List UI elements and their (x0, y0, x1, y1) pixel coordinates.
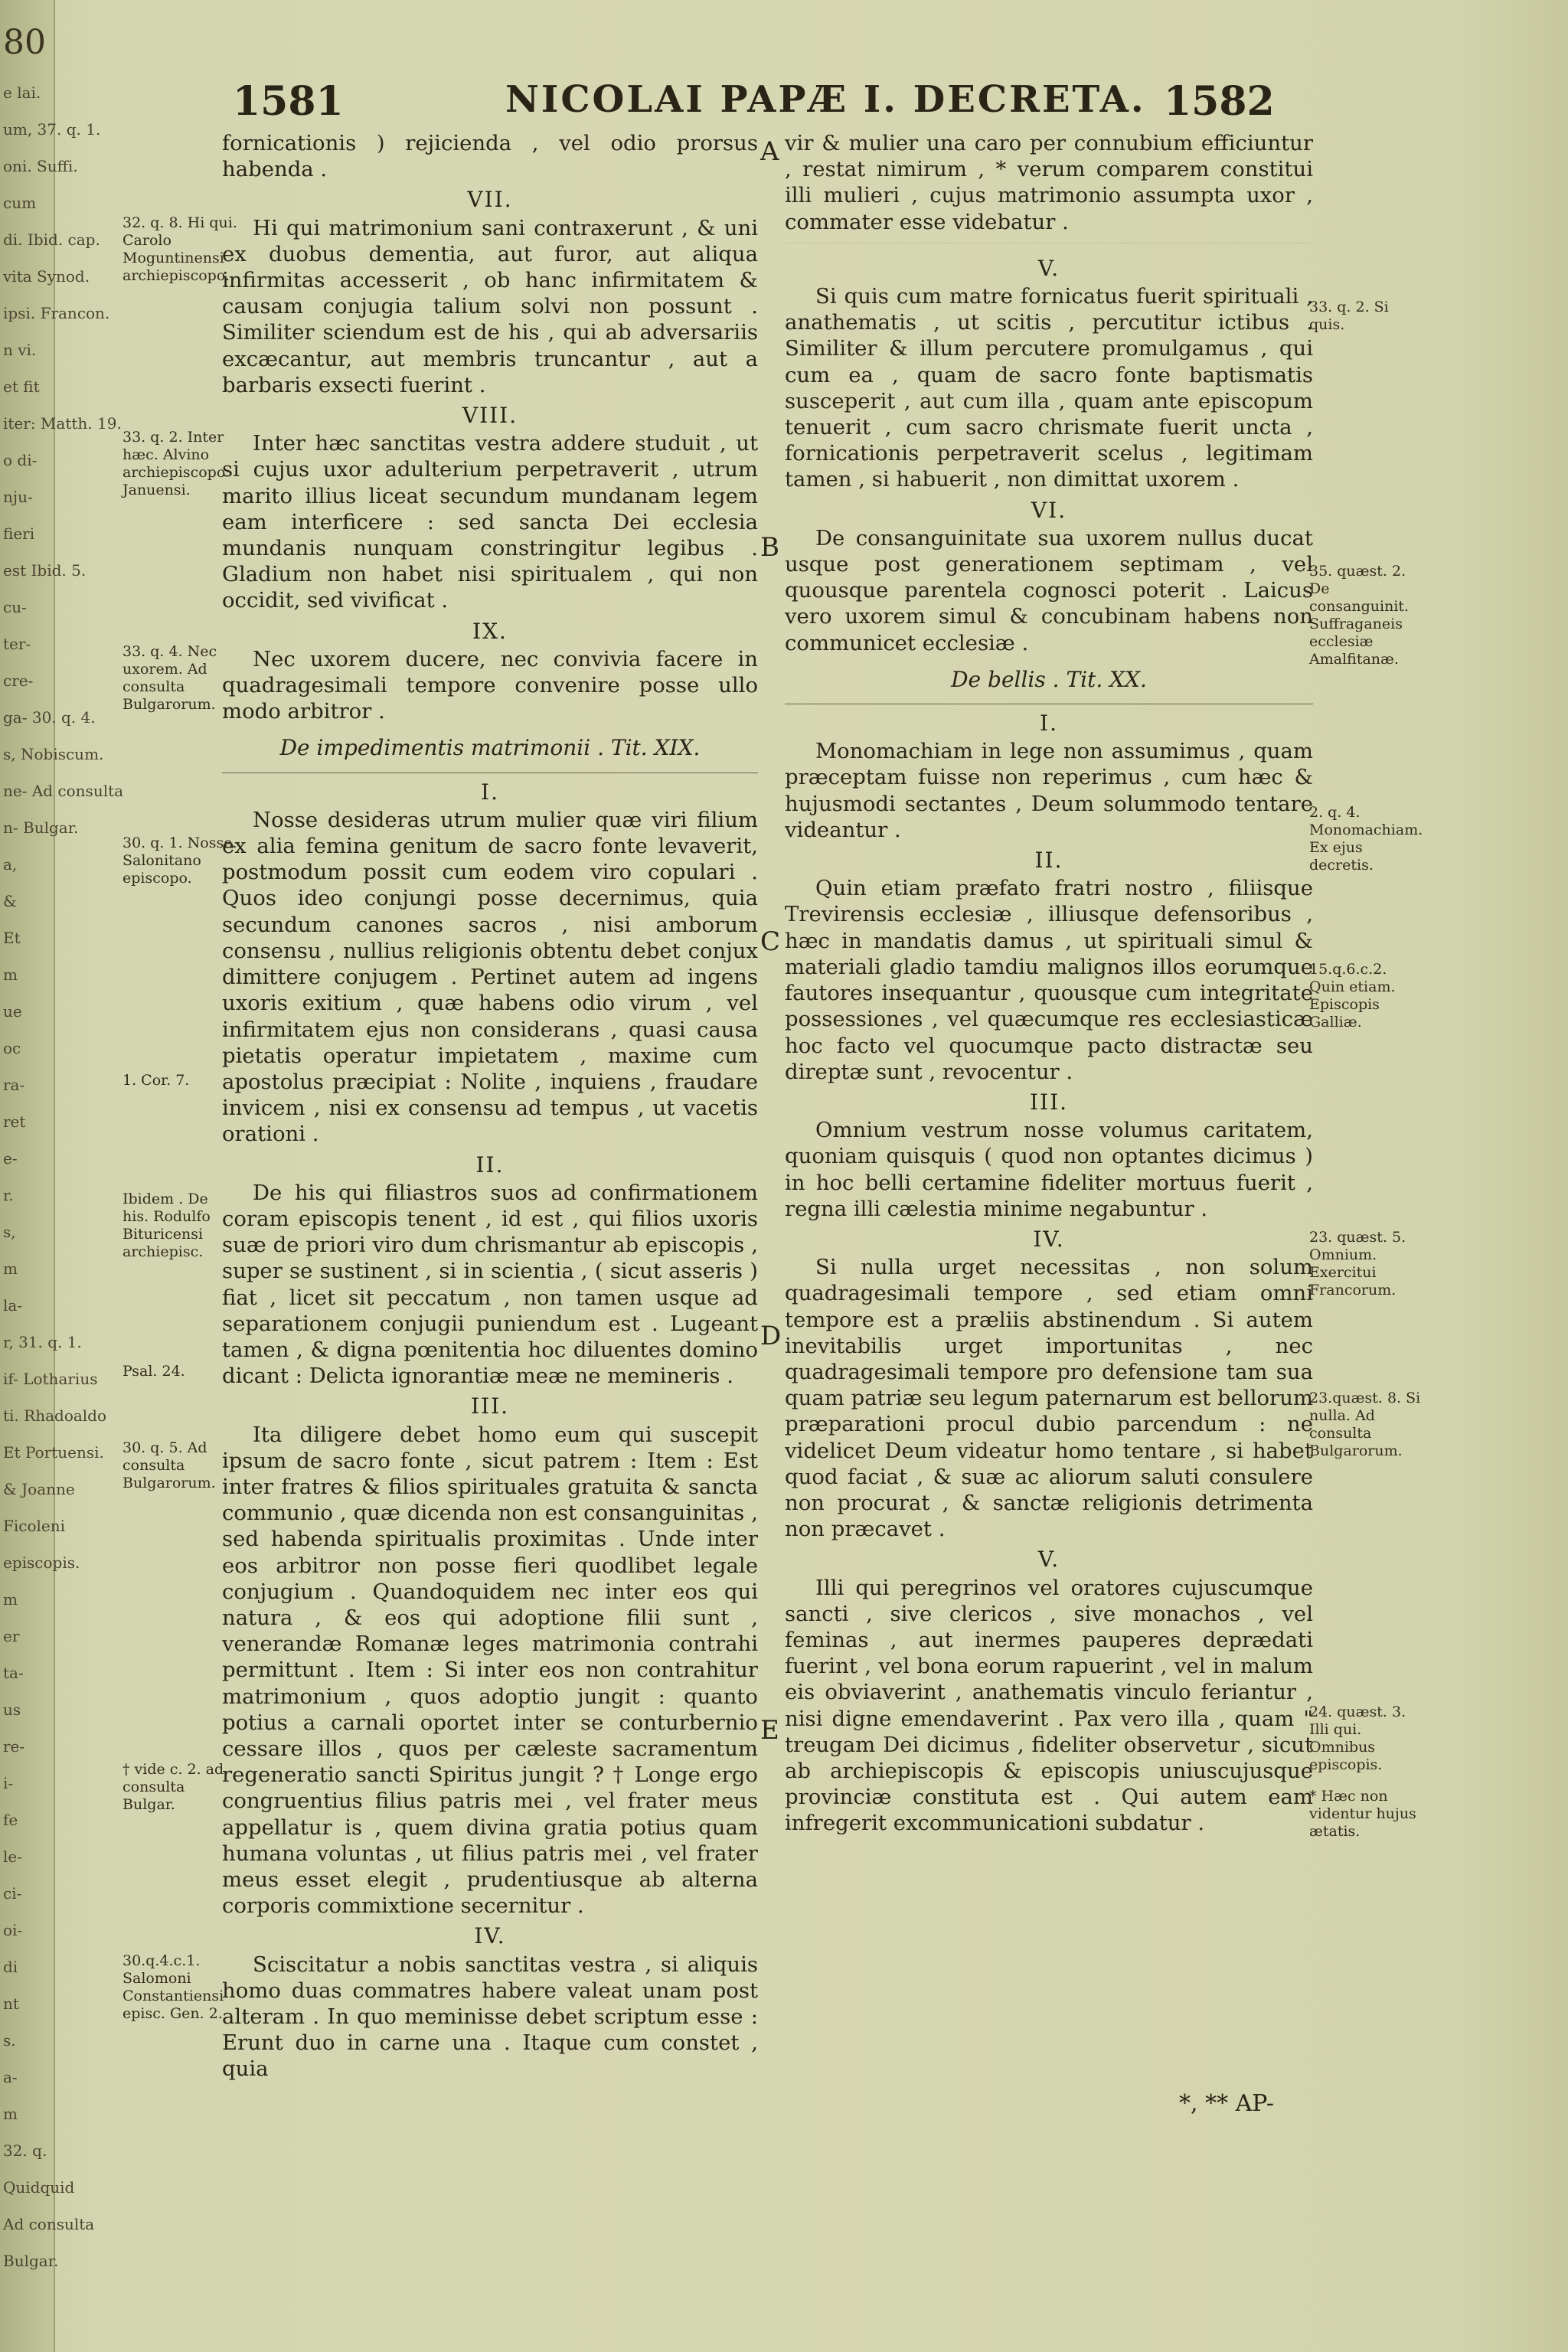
chapter-number: IV. (474, 1923, 506, 1949)
marginal-note: 30. q. 1. Nosse. Salonitano episcopo. (122, 835, 237, 887)
gutter-fragment: fe (3, 1811, 18, 1829)
paragraph: Ita diligere debet homo eum qui suscepit ipsum de sacro fonte , sicut patrem : Item : Est inter fratres & filios spirituales gratuita & sancta communio , quæ dicenda non est consanguinitas , sed habenda spiritualis proximitas . Unde inter eos arbitror non posse fieri quodlibet legale conjugium . Quandoquidem nec inter eos qui natura , & eos qui adoptione filii sunt , venerandæ Romanæ leges matrimonia contrahi permittunt . Item : Si inter eos non contrahitur matrimonium , quos adoptio jungit : quanto potius a carnali oportet inter se conturbernio cessare illos , quos per cæleste sacramentum regeneratio sancti Spiritus jungit ? † Longe ergo congruentius filius patris mei , vel frater meus appellatur is , quem divina gratia potius quam humana voluntas , ut filius patris mei , vel frater meus esset elegit , prudentiusque ab alterna corporis commixtione secernitur . (222, 1422, 758, 1919)
chapter-number: IX. (472, 618, 508, 644)
previous-page-edge (0, 0, 124, 2352)
gutter-fragment: episcopis. (3, 1553, 80, 1572)
marginal-note: 32. q. 8. Hi qui. Carolo Moguntinensi archiepiscopo. (122, 214, 237, 284)
previous-page-number: 80 (3, 23, 46, 62)
gutter-fragment: le- (3, 1847, 22, 1866)
left-column (222, 130, 758, 2087)
gutter-fragment: ret (3, 1112, 26, 1131)
paragraph: Illi qui peregrinos vel oratores cujuscumque sancti , sive clericos , sive monachos , vel feminas , aut inermes pauperes deprædati fuerint , vel bona eorum rapuerint , vel in malum eis obviaverint , anathematis vinculo feriantur , nisi digne emendaverint . Pax vero illa , quam " treugam Dei dicimus , fideliter observetur , sicut ab archiepiscopis & episcopis uniuscujusque provinciæ constituta est . Qui autem eam infregerit excommunicationi subdatur . (785, 1575, 1313, 1836)
gutter-fragment: la- (3, 1296, 23, 1315)
chapter-number: VII. (467, 187, 513, 213)
marginal-note: 33. q. 2. Si quis. (1309, 299, 1389, 333)
divider (785, 243, 1313, 254)
right-column (785, 130, 1313, 1841)
marginal-note: 2. q. 4. Monomachiam. Ex ejus decretis. (1309, 804, 1423, 874)
gutter-fragment: nju- (3, 488, 33, 506)
gutter-fragment: a- (3, 2068, 18, 2086)
gutter-fragment: Quidquid (3, 2178, 75, 2197)
gutter-fragment: vita Synod. (3, 267, 90, 286)
marginal-note: 1. Cor. 7. (122, 1072, 190, 1089)
gutter-fragment: oni. Suffi. (3, 157, 78, 175)
gutter-fragment: er (3, 1627, 20, 1645)
running-title: NICOLAI PAPÆ I. DECRETA. (505, 78, 1146, 121)
marginal-note: 35. quæst. 2. De consanguinit. Suffraganeis ecclesiæ Amalfitanæ. (1309, 563, 1410, 668)
margin-letter: E (760, 1715, 779, 1746)
gutter-fragment: i- (3, 1774, 14, 1792)
gutter-fragment: m (3, 965, 18, 984)
margin-letter: C (760, 926, 781, 957)
gutter-fragment: fieri (3, 524, 35, 543)
gutter-fragment: re- (3, 1737, 25, 1756)
marginal-note: 24. quæst. 3. Illi qui. Omnibus episcopis. (1309, 1704, 1406, 1773)
marginal-note: Ibidem . De his. Rodulfo Bituricensi archiepisc. (122, 1191, 211, 1260)
chapter-number: III. (470, 1393, 510, 1419)
paragraph: Si nulla urget necessitas , non solum quadragesimali tempore , sed etiam omni tempore est a præliis abstinendum . Si autem inevitabilis urget importunitas , nec quadragesimali tempore pro defensione tam sua quam patriæ seu legum paternarum est bellorum præparationi procul dubio parcendum : ne videlicet Deum videatur homo tentare , si habet quod faciat , & suæ ac aliorum saluti consulere non procurat , & sanctæ religionis detrimenta non præcavet . (785, 1255, 1313, 1542)
gutter-fragment: e- (3, 1149, 18, 1168)
paragraph: Sciscitatur a nobis sanctitas vestra , si aliquis homo duas commatres habere valeat unam post alteram . In quo meminisse debet scriptum esse : Erunt duo in carne una . Itaque cum constet , quia (222, 1952, 758, 2082)
paragraph: Quin etiam præfato fratri nostro , filiisque Trevirensis ecclesiæ , illiusque defensoribus , hæc in mandatis damus , ut spirituali simul & materiali gladio tamdiu malignos illos eorumque fautores insequantur , quousque cum integritate possessiones , vel quæcumque res ecclesiasticæ hoc facto vel quocumque pacto distractæ seu direptæ sunt , revocentur . (785, 876, 1313, 1084)
gutter-fragment: s. (3, 2031, 16, 2050)
chapter-number: III. (1029, 1089, 1069, 1115)
chapter-number: I. (481, 779, 499, 805)
gutter-fragment: cre- (3, 671, 34, 690)
gutter-fragment: ter- (3, 635, 31, 653)
gutter-fragment: s, (3, 1223, 16, 1241)
gutter-fragment: Et (3, 929, 21, 947)
gutter-fragment: ga- 30. q. 4. (3, 708, 96, 727)
paragraph: Si quis cum matre fornicatus fuerit spirituali , anathematis , ut scitis , percutitur ictibus . Similiter & illum percutere promulgamus , qui cum ea , quam de sacro fonte baptismatis susceperit , aut cum illa , quam ante episcopum tenuerit , cum sacro chrismate fuerit uncta , fornicationis perpetraverit scelus , legitimam tamen , si habuerit , non dimittat uxorem . (785, 284, 1313, 492)
gutter-fragment: s, Nobiscum. (3, 745, 104, 763)
chapter-number: VIII. (462, 403, 518, 429)
gutter-fragment: m (3, 1259, 18, 1278)
marginal-note: 33. q. 4. Nec uxorem. Ad consulta Bulgarorum. (122, 643, 217, 713)
gutter-fragment: o di- (3, 451, 38, 469)
chapter-number: V. (1037, 255, 1060, 281)
catchword: *, ** AP- (1179, 2090, 1274, 2117)
gutter-fragment: oc (3, 1039, 21, 1057)
paragraph: Monomachiam in lege non assumimus , quam præceptam fuisse non reperimus , cum hæc & hujusmodi sectantes , Deum solummodo tentare videantur . (785, 739, 1313, 842)
gutter-fragment: m (3, 2105, 18, 2123)
gutter-fragment: iter: Matth. 19. (3, 414, 122, 433)
gutter-fragment: um, 37. q. 1. (3, 120, 101, 139)
gutter-fragment: di (3, 1958, 18, 1976)
gutter-fragment: Ficoleni (3, 1517, 66, 1535)
gutter-fragment: if- Lotharius (3, 1370, 98, 1388)
paragraph: Nec uxorem ducere, nec convivia facere in quadragesimali tempore convenire posse ullo modo arbitror . (222, 646, 758, 724)
gutter-fragment: et fit (3, 377, 40, 396)
gutter-fragment: r, 31. q. 1. (3, 1333, 82, 1351)
gutter-fragment: nt (3, 1994, 19, 2013)
marginal-note: 23. quæst. 5. Omnium. Exercitui Francorum. (1309, 1229, 1406, 1298)
margin-letter: A (760, 136, 779, 167)
marginal-note: Psal. 24. (122, 1363, 185, 1380)
marginal-note: 33. q. 2. Inter hæc. Alvino archiepiscopo Januensi. (122, 429, 226, 498)
paragraph: De consanguinitate sua uxorem nullus ducat usque post generationem septimam , vel quousque parentela cognosci poterit . Laicus vero uxorem simul & concubinam habens non communicet ecclesiæ . (785, 525, 1313, 655)
marginal-note: 15.q.6.c.2. Quin etiam. Episcopis Galliæ. (1309, 961, 1396, 1031)
page-header (230, 74, 1275, 127)
gutter-fragment: cum (3, 194, 37, 212)
marginal-note: † vide c. 2. ad consulta Bulgar. (122, 1761, 224, 1813)
gutter-fragment: Et Portuensi. (3, 1443, 104, 1462)
gutter-fragment: & (3, 892, 17, 910)
gutter-fragment: ti. Rhadoaldo (3, 1406, 107, 1425)
gutter-fragment: Bulgar. (3, 2252, 59, 2270)
margin-letter: B (760, 532, 779, 563)
chapter-number: V. (1037, 1547, 1060, 1573)
gutter-fragment: n vi. (3, 341, 37, 359)
paragraph: Omnium vestrum nosse volumus caritatem, quoniam quisquis ( quod non optantes dicimus ) in hoc belli certamine fideliter mortuus fuerit , regna illi cælestia minime negabuntur . (785, 1118, 1313, 1221)
gutter-fragment: n- Bulgar. (3, 818, 79, 837)
gutter-fragment: m (3, 1590, 18, 1609)
gutter-fragment: ci- (3, 1884, 22, 1903)
gutter-fragment: cu- (3, 598, 27, 616)
paragraph: Inter hæc sanctitas vestra addere studuit , ut si cujus uxor adulterium perpetraverit , utrum marito illius liceat secundum mundanam legem eam interficere : sed sancta Dei ecclesia mundanis nunquam constringitur legibus . Gladium non habet nisi spiritualem , qui non occidit, sed vivificat . (222, 431, 758, 613)
gutter-fragment: ne- Ad consulta (3, 782, 124, 800)
page-number-left: 1581 (233, 78, 344, 125)
gutter-fragment: 32. q. (3, 2141, 47, 2160)
section-title: De impedimentis matrimonii . Tit. XIX. (222, 735, 758, 773)
gutter-fragment: Ad consulta (3, 2215, 95, 2233)
gutter-fragment: ra- (3, 1076, 25, 1094)
gutter-fragment: ta- (3, 1664, 24, 1682)
marginal-note: 23.quæst. 8. Si nulla. Ad consulta Bulgarorum. (1309, 1390, 1421, 1459)
marginal-note: * Hæc non videntur hujus ætatis. (1309, 1788, 1416, 1840)
chapter-number: I. (1040, 710, 1058, 737)
gutter-fragment: ue (3, 1002, 22, 1021)
gutter-fragment: e lai. (3, 83, 41, 102)
gutter-fragment: r. (3, 1186, 14, 1204)
gutter-fragment: ipsi. Francon. (3, 304, 110, 322)
gutter-fragment: oi- (3, 1921, 23, 1939)
paragraph: Nosse desideras utrum mulier quæ viri filium ex alia femina genitum de sacro fonte levaverit, postmodum possit cum eodem viro copulari . Quos ideo conjungi posse decernimus, quia secundum canones sacros , nisi amborum consensu , nullius religionis obtentu debet conjux dimittere conjugem . Pertinet autem ad ingens uxoris exitium , quæ habens odio virum , vel infirmitatem ejus non considerans , quasi causa pietatis operatur impietatem , maxime cum apostolus præcipiat : Nolite , inquiens , fraudare invicem , nisi ex consensu ad tempus , ut vacetis orationi . (222, 807, 758, 1147)
paragraph: fornicationis ) rejicienda , vel odio prorsus habenda . (222, 131, 758, 182)
gutter-fragment: di. Ibid. cap. (3, 230, 100, 249)
marginal-note: 30. q. 5. Ad consulta Bulgarorum. (122, 1439, 216, 1491)
chapter-number: II. (1034, 848, 1063, 874)
chapter-number: II. (475, 1152, 505, 1178)
chapter-number: IV. (1033, 1226, 1065, 1252)
gutter-fragment: us (3, 1700, 21, 1719)
marginal-note: 30.q.4.c.1. Salomoni Constantiensi episc. Gen. 2. (122, 1952, 224, 2022)
section-title: De bellis . Tit. XX. (785, 667, 1313, 704)
page-number-right: 1582 (1164, 78, 1275, 125)
paragraph: De his qui filiastros suos ad confirmationem coram episcopis tenent , id est , qui filios uxoris suæ de priori viro dum chrismantur ab episcopis , super se sustinent , si in scientia , ( sicut asseris ) fiat , licet sit peccatum , non tamen usque ad separationem conjugii puniendum est . Lugeant tamen , & digna pœnitentia hoc diluentes domino dicant : Delicta ignorantiæ meæ ne memineris . (222, 1180, 758, 1389)
gutter-fragment: a, (3, 855, 18, 874)
chapter-number: VI. (1031, 497, 1067, 523)
margin-letter: D (760, 1321, 782, 1351)
gutter-fragment: est Ibid. 5. (3, 561, 87, 580)
paragraph: Hi qui matrimonium sani contraxerunt , & uni ex duobus dementia, aut furor, aut aliqua infirmitas accesserit , ob hanc infirmitatem & causam conjugia talium solvi non possunt . Similiter sciendum est de his , qui ab adversariis excæcantur, aut membris truncantur , aut a barbaris exsecti fuerint . (222, 215, 758, 397)
paragraph: vir & mulier una caro per connubium efficiuntur , restat nimirum , * verum comparem constitui illi mulieri , cujus matrimonio assumpta uxor , commater esse videbatur . (785, 131, 1313, 234)
gutter-fragment: & Joanne (3, 1480, 75, 1498)
